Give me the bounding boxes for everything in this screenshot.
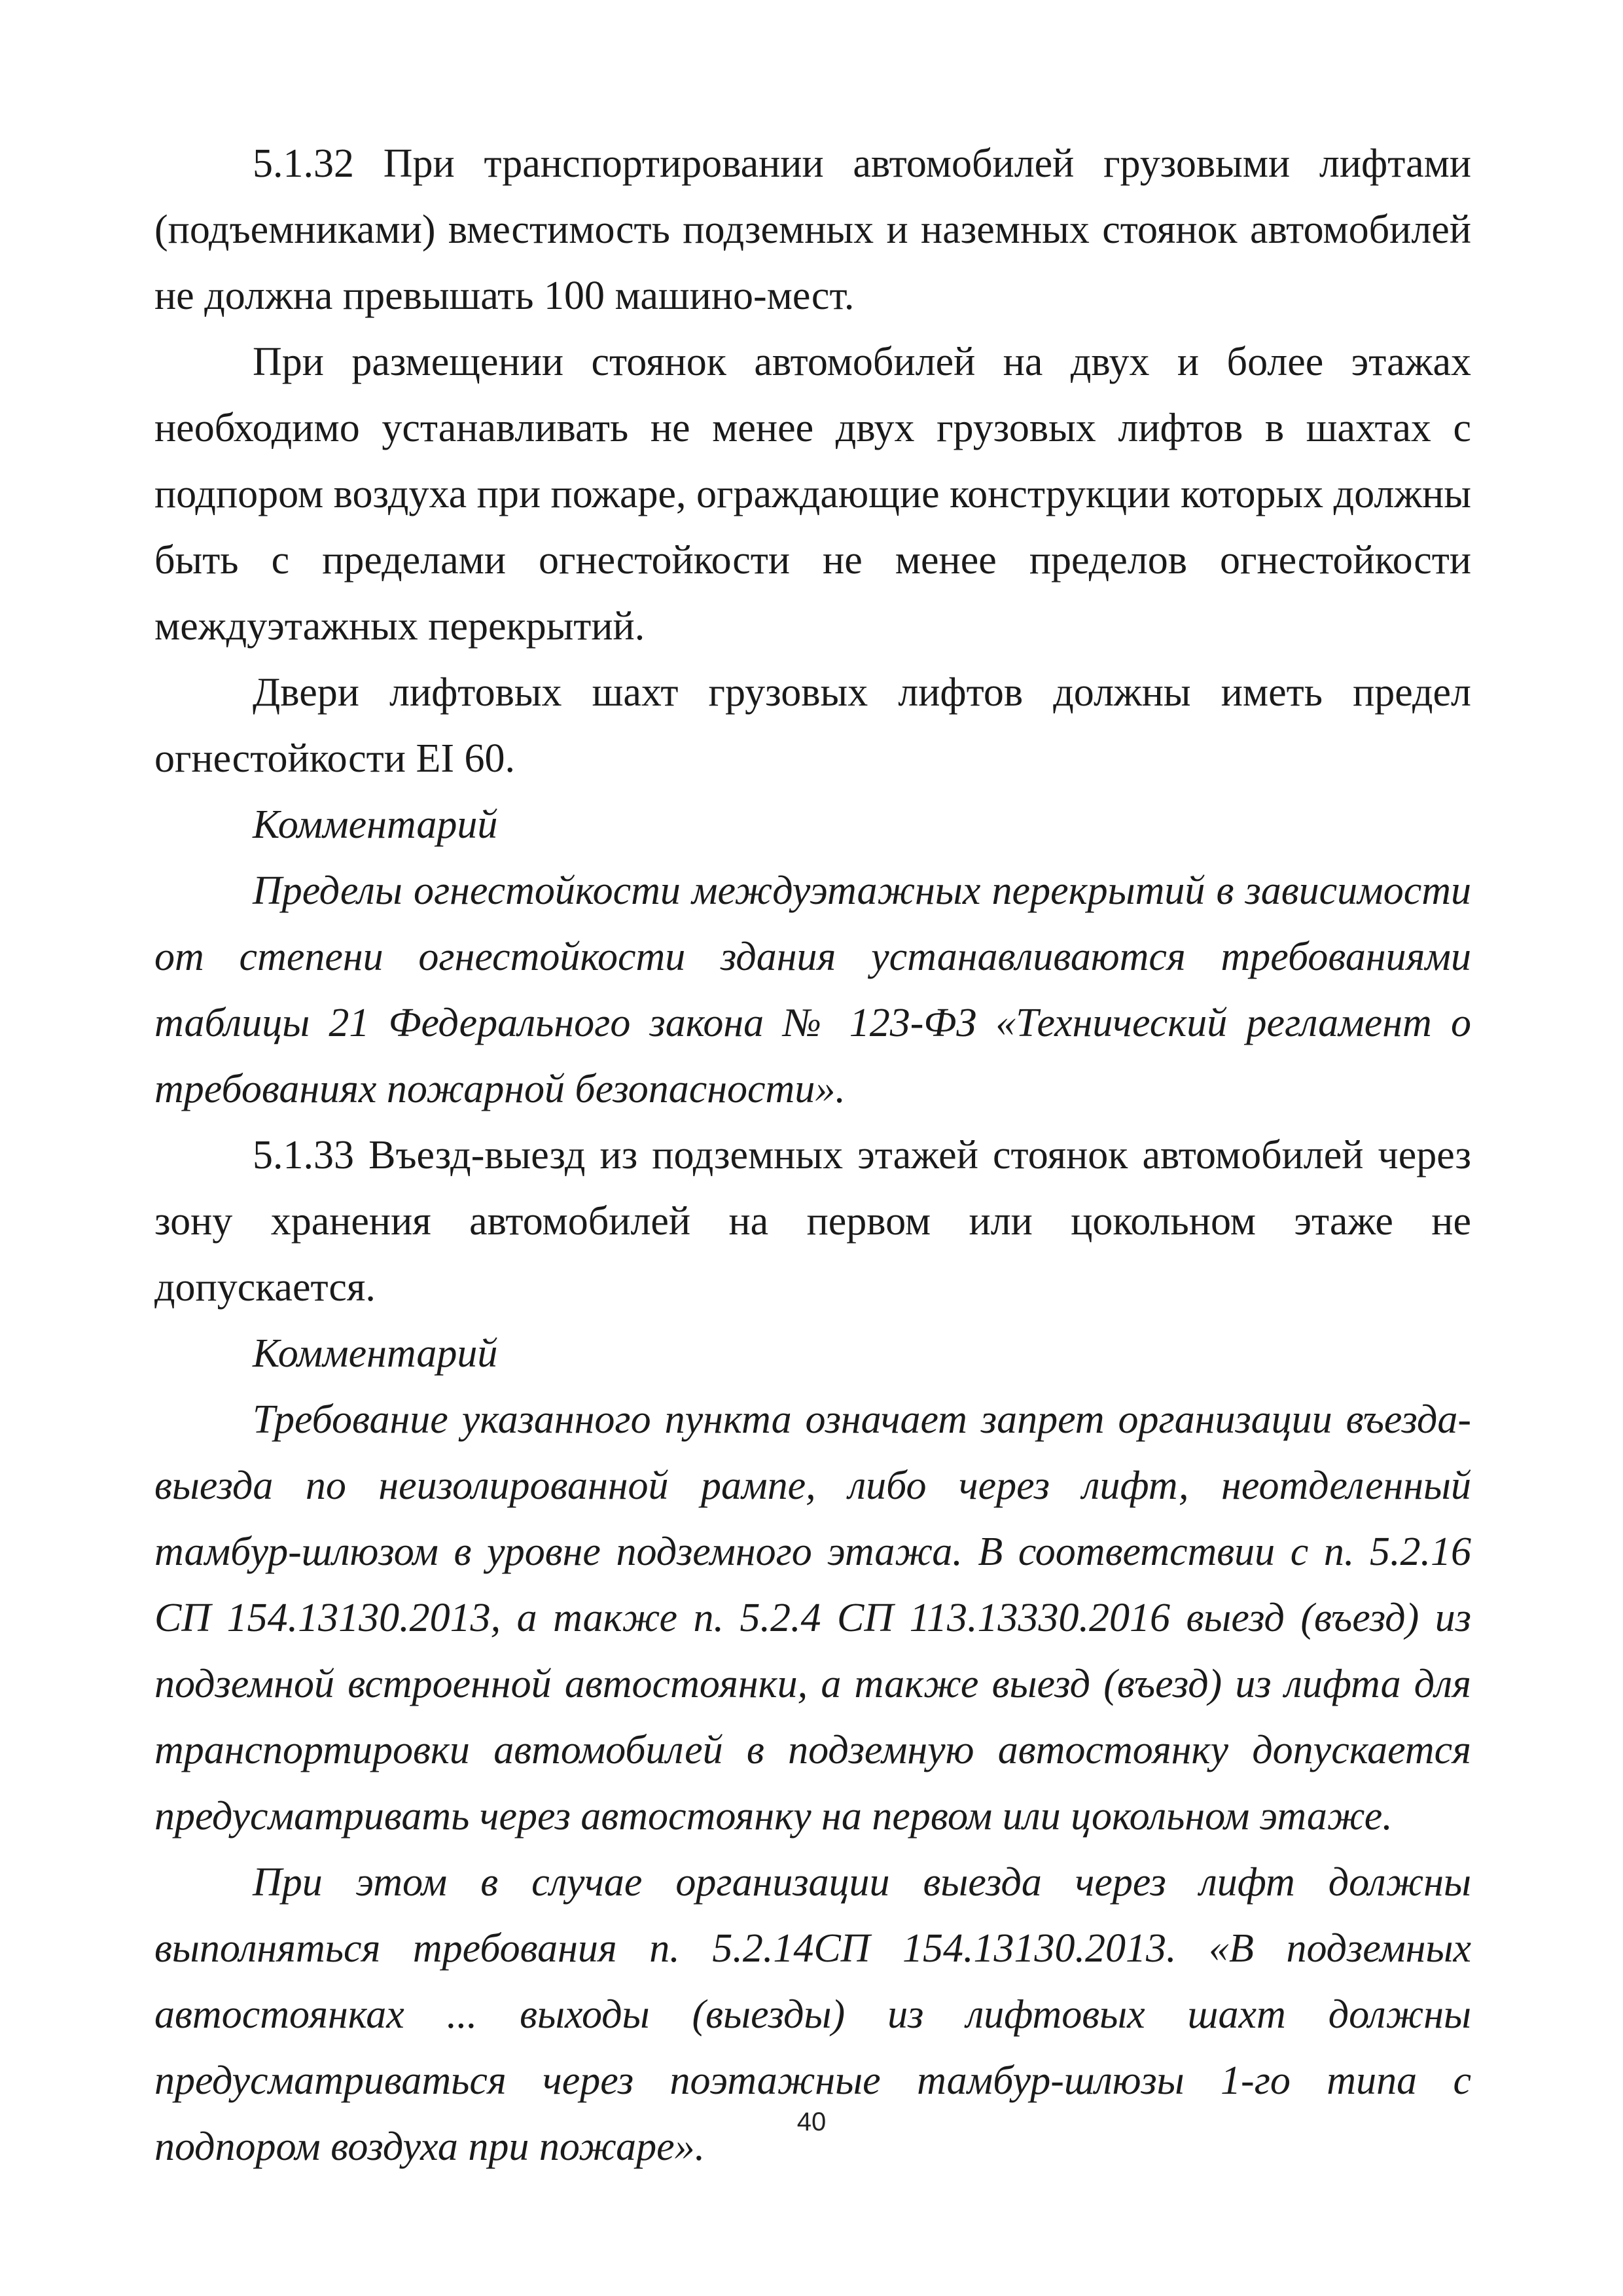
comment-text: При этом в случае организации выезда через лифт должны выполняться требования п. 5.2.14СП 154.13130.2013. «В подземных автостоянках ... выходы (выезды) из лифтовых шахт должны предусматриваться через поэтажные тамбур-шлюзы 1-го типа с подпором воздуха при пожаре».: [154, 1860, 1471, 2169]
paragraph-parking-multilevel: При размещении стоянок автомобилей на двух и более этажах необходимо устанавливать не менее двух грузовых лифтов в шахтах с подпором воздуха при пожаре, ограждающие конструкции которых должны быть с пределами огнестойкости не менее пределов огнестойкости междуэтажных перекрытий.: [154, 340, 1471, 649]
comment-heading: Комментарий: [253, 802, 498, 847]
paragraph-5-1-33: 5.1.33 Въезд-выезд из подземных этажей стоянок автомобилей через зону хранения автомобилей на первом или цокольном этаже не допускается.: [154, 1133, 1471, 1310]
page-number: 40: [796, 2108, 827, 2136]
paragraph-lift-doors: Двери лифтовых шахт грузовых лифтов должны иметь предел огнестойкости EI 60.: [154, 670, 1471, 781]
comment-heading: Комментарий: [253, 1331, 498, 1376]
paragraph-5-1-32: 5.1.32 При транспортировании автомобилей грузовыми лифтами (подъемниками) вместимость подземных и наземных стоянок автомобилей не должна превышать 100 машино-мест.: [154, 141, 1471, 318]
comment-text: Пределы огнестойкости междуэтажных перекрытий в зависимости от степени огнестойкости здания устанавливаются требованиями таблицы 21 Федерального закона № 123-ФЗ «Технический регламент о требованиях пожарной безопасности».: [154, 869, 1471, 1111]
document-page: [154, 131, 1471, 2180]
comment-text: Требование указанного пункта означает запрет организации въезда-выезда по неизолированной рампе, либо через лифт, неотделенный тамбур-шлюзом в уровне подземного этажа. В соответствии с п. 5.2.16 СП 154.13130.2013, а также п. 5.2.4 СП 113.13330.2016 выезд (въезд) из подземной встроенной автостоянки, а также выезд (въезд) из лифта для транспортировки автомобилей в подземную автостоянку допускается предусматривать через автостоянку на первом или цокольном этаже.: [154, 1397, 1471, 1839]
